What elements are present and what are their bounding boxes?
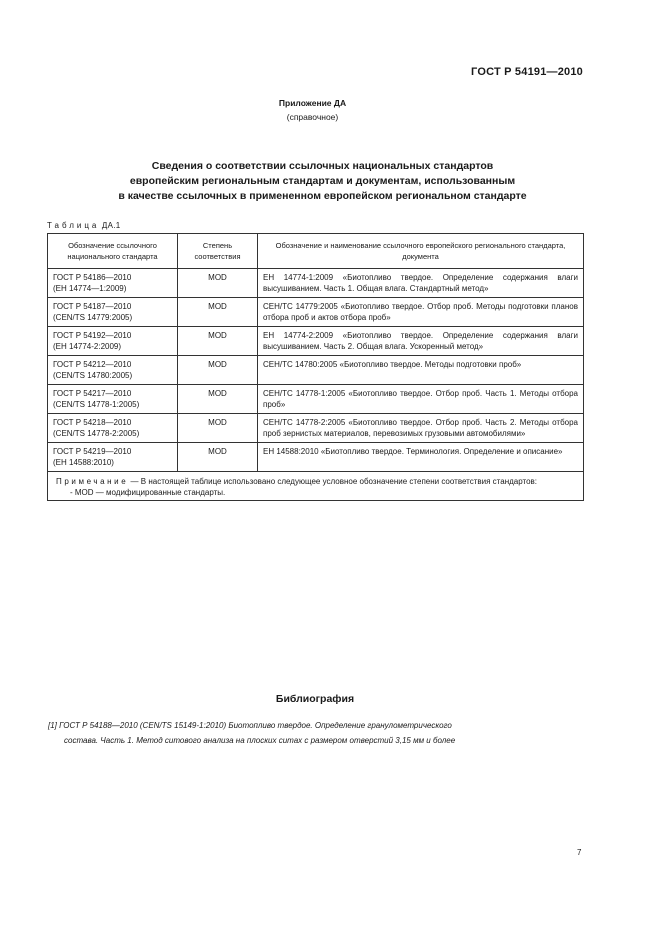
table-caption-word: Таблица bbox=[47, 221, 100, 230]
degree-cell: MOD bbox=[178, 385, 258, 414]
column-header-european: Обозначение и наименование ссылочного европейского регионального стандарта, документа bbox=[258, 234, 584, 269]
appendix-heading bbox=[0, 96, 625, 124]
national-standard-ref: (ЕН 14774—1:2009) bbox=[53, 284, 127, 293]
appendix-type: (справочное) bbox=[286, 112, 339, 122]
degree-cell: MOD bbox=[178, 269, 258, 298]
bibliography-entry-line: ГОСТ Р 54188—2010 (CEN/TS 15149-1:2010) Биотопливо твердое. Определение гранулометрического bbox=[59, 721, 452, 730]
national-standard-cell bbox=[48, 356, 178, 385]
table-row bbox=[48, 298, 584, 327]
table-row bbox=[48, 356, 584, 385]
table-note-row bbox=[48, 472, 584, 501]
degree-cell: MOD bbox=[178, 327, 258, 356]
table-header-row bbox=[48, 234, 584, 269]
national-standard-ref: (ЕН 14774-2:2009) bbox=[53, 342, 122, 351]
national-standard-ref: (CEN/TS 14778-1:2005) bbox=[53, 400, 140, 409]
european-standard-cell: СЕН/ТС 14779:2005 «Биотопливо твердое. Отбор проб. Методы подготовки планов отбора проб и актов отбора проб» bbox=[258, 298, 584, 327]
national-standard: ГОСТ Р 54212—2010 bbox=[53, 360, 132, 369]
national-standard-cell bbox=[48, 298, 178, 327]
table-row bbox=[48, 443, 584, 472]
degree-cell: MOD bbox=[178, 298, 258, 327]
national-standard-ref: (CEN/TS 14778-2:2005) bbox=[53, 429, 140, 438]
bibliography-entry bbox=[48, 718, 584, 748]
national-standard: ГОСТ Р 54186—2010 bbox=[53, 273, 132, 282]
national-standard: ГОСТ Р 54219—2010 bbox=[53, 447, 132, 456]
table-row bbox=[48, 269, 584, 298]
title-line: европейским региональным стандартам и документам, использованным bbox=[129, 175, 516, 187]
column-header-degree: Степень соответствия bbox=[178, 234, 258, 269]
page-number: 7 bbox=[577, 848, 582, 857]
degree-cell: MOD bbox=[178, 356, 258, 385]
european-standard-cell: СЕН/ТС 14780:2005 «Биотопливо твердое. Методы подготовки проб» bbox=[258, 356, 584, 385]
section-title bbox=[0, 159, 645, 204]
national-standard: ГОСТ Р 54218—2010 bbox=[53, 418, 132, 427]
european-standard-cell: ЕН 14774-2:2009 «Биотопливо твердое. Определение содержания влаги высушиванием. Часть 2. Общая влага. Ускоренный метод» bbox=[258, 327, 584, 356]
national-standard: ГОСТ Р 54187—2010 bbox=[53, 302, 132, 311]
degree-cell: MOD bbox=[178, 414, 258, 443]
national-standard-cell bbox=[48, 443, 178, 472]
note-item: - MOD — модифицированные стандарты. bbox=[70, 488, 226, 497]
table-row bbox=[48, 414, 584, 443]
national-standard-cell bbox=[48, 327, 178, 356]
note-text bbox=[56, 476, 575, 487]
standards-correspondence-table bbox=[47, 233, 584, 501]
table-caption bbox=[47, 221, 121, 230]
european-standard-cell: СЕН/ТС 14778-2:2005 «Биотопливо твердое. Отбор проб. Часть 2. Методы отбора проб зернистых материалов, перевозимых грузовыми автомобилями» bbox=[258, 414, 584, 443]
national-standard-ref: (ЕН 14588:2010) bbox=[53, 458, 114, 467]
table-row bbox=[48, 385, 584, 414]
title-line: в качестве ссылочных в примененном европейском региональном стандарте bbox=[118, 190, 527, 202]
national-standard-cell bbox=[48, 414, 178, 443]
note-body: — В настоящей таблице использовано следующее условное обозначение степени соответствия стандартов: bbox=[130, 477, 537, 486]
national-standard-ref: (CEN/TS 14779:2005) bbox=[53, 313, 133, 322]
european-standard-cell: СЕН/ТС 14778-1:2005 «Биотопливо твердое. Отбор проб. Часть 1. Методы отбора проб» bbox=[258, 385, 584, 414]
table-note bbox=[48, 472, 584, 501]
column-header-national: Обозначение ссылочного национального стандарта bbox=[48, 234, 178, 269]
national-standard: ГОСТ Р 54192—2010 bbox=[53, 331, 132, 340]
title-line: Сведения о соответствии ссылочных национальных стандартов bbox=[151, 160, 494, 172]
national-standard-cell bbox=[48, 269, 178, 298]
table-caption-number: ДА.1 bbox=[101, 221, 121, 230]
european-standard-cell: ЕН 14774-1:2009 «Биотопливо твердое. Определение содержания влаги высушиванием. Часть 1. Общая влага. Стандартный метод» bbox=[258, 269, 584, 298]
national-standard: ГОСТ Р 54217—2010 bbox=[53, 389, 132, 398]
national-standard-cell bbox=[48, 385, 178, 414]
degree-cell: MOD bbox=[178, 443, 258, 472]
table-row bbox=[48, 327, 584, 356]
bibliography-entry-number: [1] bbox=[48, 721, 57, 730]
european-standard-cell: ЕН 14588:2010 «Биотопливо твердое. Терминология. Определение и описание» bbox=[258, 443, 584, 472]
bibliography-title: Библиография bbox=[275, 693, 355, 705]
national-standard-ref: (CEN/TS 14780:2005) bbox=[53, 371, 133, 380]
standard-number: ГОСТ Р 54191—2010 bbox=[471, 66, 583, 78]
note-label: Примечание bbox=[56, 477, 129, 486]
bibliography-entry-line: состава. Часть 1. Метод ситового анализа на плоских ситах с размером отверстий 3,15 мм и более bbox=[64, 736, 456, 745]
appendix-name: Приложение ДА bbox=[278, 98, 347, 108]
